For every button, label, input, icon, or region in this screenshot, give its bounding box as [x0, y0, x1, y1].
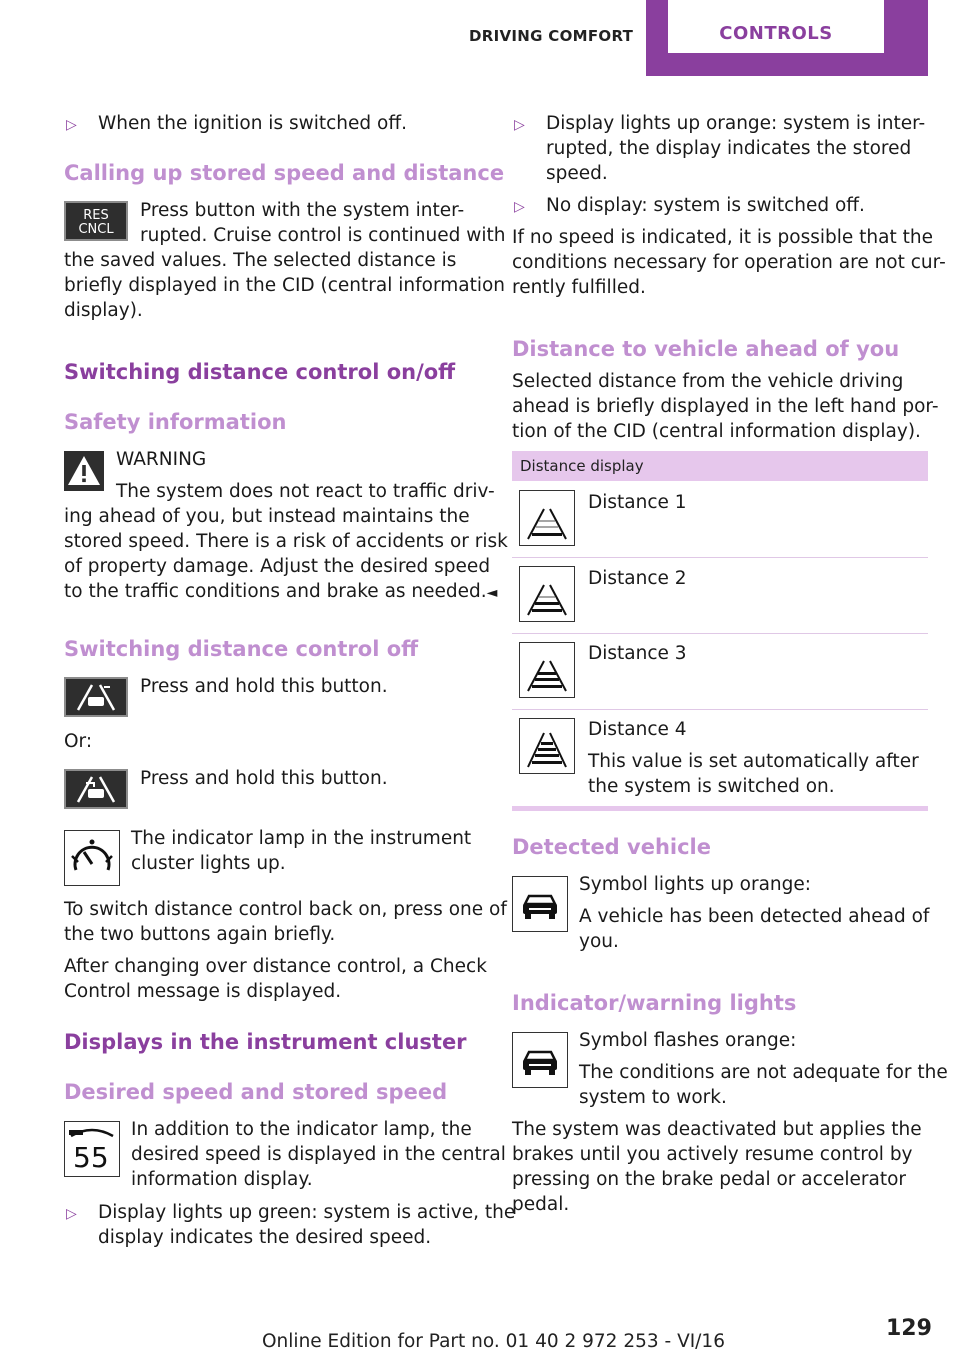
lamp-text-1: The indicator lamp in the instrument [131, 828, 472, 849]
header-section-title: DRIVING COMFORT [469, 27, 634, 45]
cncl-label: CNCL [78, 222, 114, 237]
deactivated-text-3: pressing on the brake pedal or accelerator [512, 1169, 906, 1190]
orange-display-text-1: Display lights up orange: system is inter- [546, 113, 926, 134]
heading-detected-vehicle: Detected vehicle [512, 835, 711, 859]
heading-switching-off: Switching distance control off [64, 637, 419, 661]
switch-back-text-1: To switch distance control back on, press one of [64, 899, 507, 920]
no-speed-text-2: conditions necessary for operation are not cur- [512, 252, 946, 273]
flash-text-2: The conditions are not adequate for the [579, 1062, 948, 1083]
distance-button-icon [64, 677, 128, 717]
distance-table-header: Distance display [512, 451, 928, 481]
warning-triangle-icon [64, 451, 104, 491]
press-hold-text-2: Press and hold this button. [140, 768, 388, 789]
desired-text-1: In addition to the indicator lamp, the [131, 1119, 472, 1140]
speed-marker-icon [65, 1122, 119, 1142]
speed-display-icon [64, 1121, 120, 1177]
warning-text-3: stored speed. There is a risk of accidents or risk [64, 531, 508, 552]
distance-1-icon [519, 490, 575, 546]
green-display-text-2: display indicates the desired speed. [98, 1227, 432, 1248]
res-label: RES [83, 208, 109, 223]
detected-text-2: A vehicle has been detected ahead of [579, 906, 930, 927]
heading-desired-speed: Desired speed and stored speed [64, 1080, 448, 1104]
orange-display-text-2: rupted, the display indicates the stored [546, 138, 912, 159]
distance-text-1: Selected distance from the vehicle driving [512, 371, 904, 392]
table-row-divider [512, 709, 928, 710]
detected-text-1: Symbol lights up orange: [579, 874, 812, 895]
warning-text-2: ing ahead of you, but instead maintains the [64, 506, 470, 527]
cruise-indicator-lamp-icon [64, 830, 120, 886]
distance-text-2: ahead is briefly displayed in the left hand por- [512, 396, 939, 417]
calling-text-3: the saved values. The selected distance is [64, 250, 457, 271]
heading-safety-information: Safety information [64, 410, 287, 434]
switch-back-text-2: the two buttons again briefly. [64, 924, 336, 945]
after-change-text-1: After changing over distance control, a Check [64, 956, 487, 977]
bullet-ignition-off: When the ignition is switched off. [98, 113, 407, 134]
flash-text-1: Symbol flashes orange: [579, 1030, 797, 1051]
detected-text-3: you. [579, 931, 619, 952]
no-speed-text-3: rently fulfilled. [512, 277, 646, 298]
vehicle-warning-icon [512, 1032, 568, 1088]
no-speed-text-1: If no speed is indicated, it is possible that the [512, 227, 933, 248]
desired-text-2: desired speed is displayed in the central [131, 1144, 506, 1165]
table-row-divider [512, 557, 928, 558]
calling-text-4: briefly displayed in the CID (central information [64, 275, 506, 296]
header-chapter-title: CONTROLS [668, 0, 884, 53]
bullet-triangle-icon: ▷ [514, 117, 525, 133]
res-cncl-button-icon [64, 201, 128, 241]
distance-4-label: Distance 4 [588, 719, 687, 740]
calling-text-1: Press button with the system inter- [140, 200, 465, 221]
press-hold-text-1: Press and hold this button. [140, 676, 388, 697]
page-number: 129 [886, 1316, 932, 1341]
or-text: Or: [64, 731, 93, 752]
heading-indicator-warning: Indicator/warning lights [512, 991, 797, 1015]
desired-text-3: information display. [131, 1169, 313, 1190]
distance-button-alt-icon [64, 769, 128, 809]
heading-displays-instrument: Displays in the instrument cluster [64, 1030, 467, 1054]
orange-display-text-3: speed. [546, 163, 608, 184]
speed-value: 55 [73, 1141, 109, 1174]
table-row-divider [512, 633, 928, 634]
heading-distance-ahead: Distance to vehicle ahead of you [512, 337, 900, 361]
warning-text-5 [64, 579, 497, 606]
vehicle-detected-icon [512, 876, 568, 932]
lamp-text-2: cluster lights up. [131, 853, 286, 874]
distance-3-label: Distance 3 [588, 643, 687, 664]
warning-text-4: of property damage. Adjust the desired speed [64, 556, 491, 577]
footer-edition: Online Edition for Part no. 01 40 2 972 253 - VI/16 [262, 1331, 725, 1352]
heading-calling-up-stored: Calling up stored speed and distance [64, 161, 505, 185]
distance-4-icon [519, 718, 575, 774]
calling-text-2: rupted. Cruise control is continued with [140, 225, 506, 246]
deactivated-text-2: brakes until you actively resume control by [512, 1144, 913, 1165]
end-mark-icon: ◄ [486, 585, 498, 601]
distance-1-label: Distance 1 [588, 492, 687, 513]
distance-2-icon [519, 566, 575, 622]
bullet-triangle-icon: ▷ [66, 117, 77, 133]
header-chapter-tab [646, 0, 928, 76]
after-change-text-2: Control message is displayed. [64, 981, 342, 1002]
warning-text-5-content: to the traffic conditions and brake as needed. [64, 581, 487, 602]
distance-4-note-1: This value is set automatically after [588, 751, 919, 772]
no-display-text: No display: system is switched off. [546, 195, 865, 216]
green-display-text-1: Display lights up green: system is active, the [98, 1202, 516, 1223]
table-bottom-border [512, 806, 928, 811]
distance-4-note-2: the system is switched on. [588, 776, 835, 797]
flash-text-3: system to work. [579, 1087, 727, 1108]
bullet-triangle-icon: ▷ [66, 1206, 77, 1222]
bullet-triangle-icon: ▷ [514, 199, 525, 215]
deactivated-text-4: pedal. [512, 1194, 570, 1215]
warning-text-1: The system does not react to traffic driv- [116, 481, 495, 502]
distance-text-3: tion of the CID (central information display). [512, 421, 921, 442]
heading-switching-on-off: Switching distance control on/off [64, 360, 456, 384]
calling-text-5: display). [64, 300, 143, 321]
deactivated-text-1: The system was deactivated but applies the [512, 1119, 922, 1140]
distance-3-icon [519, 642, 575, 698]
distance-2-label: Distance 2 [588, 568, 687, 589]
warning-label: WARNING [116, 449, 207, 470]
